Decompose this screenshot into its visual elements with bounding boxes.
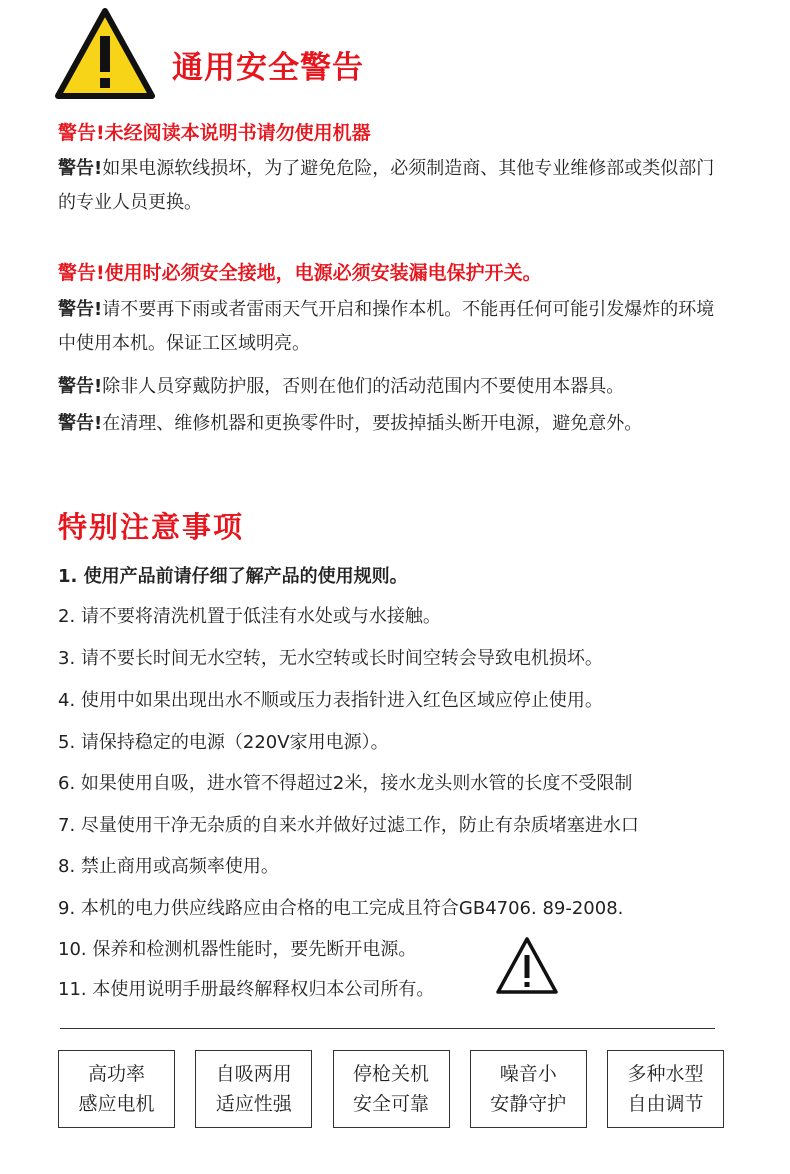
feature-line-1: 噪音小 <box>499 1063 557 1085</box>
section-title: 特别注意事项 <box>58 510 245 544</box>
note-item: 10. 保养和检测机器性能时，要先断开电源。 <box>58 939 417 960</box>
warning-label: 警告! <box>58 413 103 434</box>
feature-line-2: 感应电机 <box>78 1093 155 1115</box>
warning-red-line-1: 警告!未经阅读本说明书请勿使用机器 <box>58 122 371 144</box>
feature-box <box>58 1050 175 1128</box>
feature-line-1: 停枪关机 <box>352 1063 429 1085</box>
warning-label: 警告! <box>58 299 103 320</box>
feature-box <box>195 1050 312 1128</box>
warning-outline-icon <box>494 935 560 997</box>
feature-row <box>58 1050 724 1132</box>
feature-line-2: 自由调节 <box>627 1093 704 1115</box>
note-item: 4. 使用中如果出现出水不顺或压力表指针进入红色区域应停止使用。 <box>58 690 603 711</box>
warning-text: 在清理、维修机器和更换零件时，要拔掉插头断开电源，避免意外。 <box>102 413 643 434</box>
feature-box <box>333 1050 450 1128</box>
warning-label: 警告! <box>58 376 103 397</box>
note-item: 9. 本机的电力供应线路应由合格的电工完成且符合GB4706. 89-2008. <box>58 898 624 919</box>
note-item: 8. 禁止商用或高频率使用。 <box>58 856 279 877</box>
note-item: 5. 请保持稳定的电源（220V家用电源）。 <box>58 732 389 753</box>
page-title: 通用安全警告 <box>172 50 364 86</box>
warning-paragraph-4 <box>58 407 758 441</box>
note-item: 11. 本使用说明手册最终解释权归本公司所有。 <box>58 979 435 1000</box>
note-item: 3. 请不要长时间无水空转，无水空转或长时间空转会导致电机损坏。 <box>58 648 603 669</box>
warning-paragraph-3 <box>58 370 748 404</box>
feature-line-2: 安静守护 <box>490 1093 567 1115</box>
feature-line-1: 多种水型 <box>627 1063 704 1085</box>
note-item: 7. 尽量使用干净无杂质的自来水并做好过滤工作，防止有杂质堵塞进水口 <box>58 815 639 836</box>
feature-line-2: 适应性强 <box>215 1093 292 1115</box>
feature-box <box>607 1050 724 1128</box>
feature-line-1: 高功率 <box>87 1063 145 1085</box>
warning-triangle-icon <box>55 8 155 100</box>
warning-text: 请不要再下雨或者雷雨天气开启和操作本机。不能再任何可能引发爆炸的环境中使用本机。保证工区域明亮。 <box>58 299 715 354</box>
warning-text: 除非人员穿戴防护服，否则在他们的活动范围内不要使用本器具。 <box>102 376 625 397</box>
note-item: 1. 使用产品前请仔细了解产品的使用规则。 <box>58 566 408 587</box>
warning-paragraph-2 <box>58 293 723 361</box>
feature-line-1: 自吸两用 <box>215 1063 292 1085</box>
warning-label: 警告! <box>58 158 103 179</box>
warning-red-line-2: 警告!使用时必须安全接地，电源必须安装漏电保护开关。 <box>58 262 542 284</box>
divider <box>60 1028 715 1029</box>
warning-text: 如果电源软线损坏，为了避免危险，必须制造商、其他专业维修部或类似部门的专业人员更换。 <box>58 158 715 213</box>
feature-line-2: 安全可靠 <box>352 1093 429 1115</box>
note-item: 2. 请不要将清洗机置于低洼有水处或与水接触。 <box>58 606 441 627</box>
warning-paragraph-1 <box>58 152 718 220</box>
note-item: 6. 如果使用自吸，进水管不得超过2米，接水龙头则水管的长度不受限制 <box>58 773 633 794</box>
feature-box <box>470 1050 587 1128</box>
